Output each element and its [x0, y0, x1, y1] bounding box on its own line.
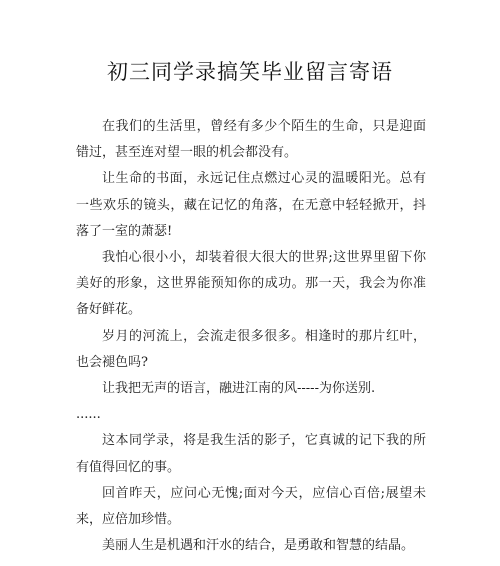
paragraph-ellipsis: ...... [76, 407, 101, 423]
paragraph-3: 我怕心很小小，却装着很大很大的世界;这世界里留下你美好的形象，这世界能预知你的成功。那一天，我会为你准备好鲜花。 [76, 250, 426, 318]
paragraph-6: 这本同学录，将是我生活的影子，它真诚的记下我的所有值得回忆的事。 [76, 433, 426, 475]
paragraph-1: 在我们的生活里，曾经有多少个陌生的生命，只是迎面错过，甚至连对望一眼的机会都没有。 [76, 119, 426, 161]
paragraph-7: 回首昨天，应问心无愧;面对今天，应信心百倍;展望未来，应倍加珍惜。 [76, 485, 426, 528]
paragraph-4: 岁月的河流上，会流走很多很多。相逢时的那片红叶，也会褪色吗? [76, 328, 426, 370]
paragraph-8: 美丽人生是机遇和汗水的结合，是勇敢和智慧的结晶。 [102, 538, 415, 554]
document-body [76, 114, 426, 559]
document-title: 初三同学录搞笑毕业留言寄语 [107, 60, 393, 84]
paragraph-5: 让我把无声的语言，融进江南的风-----为你送别. [102, 381, 376, 397]
paragraph-2: 让生命的书面，永远记住点燃过心灵的温暖阳光。总有一些欢乐的镜头，藏在记忆的角落，在无意中轻轻掀开，抖落了一室的萧瑟! [76, 171, 426, 239]
